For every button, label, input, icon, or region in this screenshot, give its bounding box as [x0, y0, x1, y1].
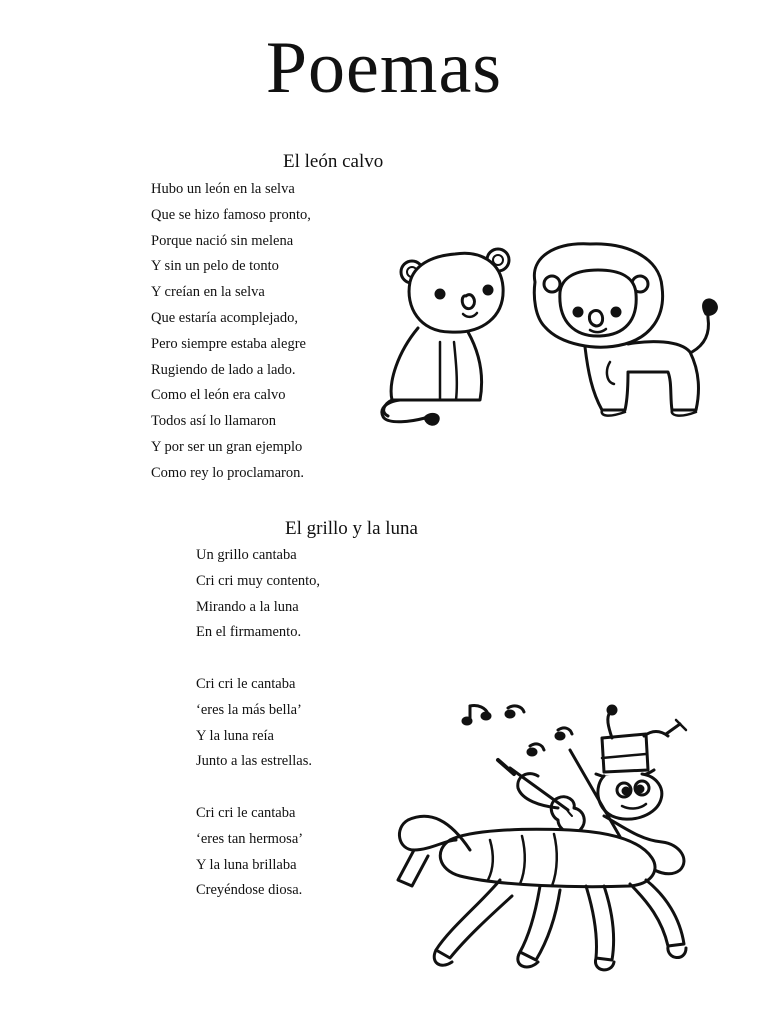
verse: Cri cri muy contento,: [196, 572, 321, 589]
verse: ‘eres la más bella’: [196, 701, 302, 718]
verse: ‘eres tan hermosa’: [196, 830, 304, 847]
poem-title-grillo: El grillo y la luna: [285, 518, 418, 539]
verse: Cri cri le cantaba: [196, 804, 296, 821]
verse: Que se hizo famoso pronto,: [151, 206, 311, 223]
poem-verses-leon: [151, 177, 311, 487]
verse: Creyéndose diosa.: [196, 882, 303, 899]
verse: Rugiendo de lado a lado.: [151, 361, 296, 378]
cricket-illustration: [390, 690, 730, 985]
verse: Como el león era calvo: [151, 387, 286, 404]
page-title: Poemas: [265, 27, 503, 109]
verse: Y sin un pelo de tonto: [151, 258, 279, 275]
verse: Como rey lo proclamaron.: [151, 464, 305, 481]
verse: Pero siempre estaba alegre: [151, 335, 306, 352]
verse: Que estaría acomplejado,: [151, 309, 298, 326]
lions-illustration: [370, 232, 725, 432]
verse: En el firmamento.: [196, 624, 302, 641]
verse: Un grillo cantaba: [196, 547, 297, 563]
verse: Porque nació sin melena: [151, 232, 294, 249]
lion-adult-icon: [534, 244, 716, 416]
verse: Y la luna brillaba: [196, 856, 297, 873]
verse: Junto a las estrellas.: [196, 753, 312, 770]
stanza-break: [196, 646, 320, 672]
stanza-break: [196, 775, 320, 801]
music-notes-icon: [463, 705, 572, 755]
verse: Mirando a la luna: [196, 598, 299, 615]
poem-verses-grillo: [196, 543, 320, 904]
lion-cub-icon: [382, 249, 509, 424]
verse: Cri cri le cantaba: [196, 675, 296, 692]
verse: Hubo un león en la selva: [151, 181, 295, 197]
verse: Y creían en la selva: [151, 284, 265, 301]
verse: Y la luna reía: [196, 727, 274, 744]
verse: Todos así lo llamaron: [151, 413, 277, 430]
verse: Y por ser un gran ejemplo: [151, 438, 303, 455]
poem-title-leon: El león calvo: [283, 151, 384, 172]
